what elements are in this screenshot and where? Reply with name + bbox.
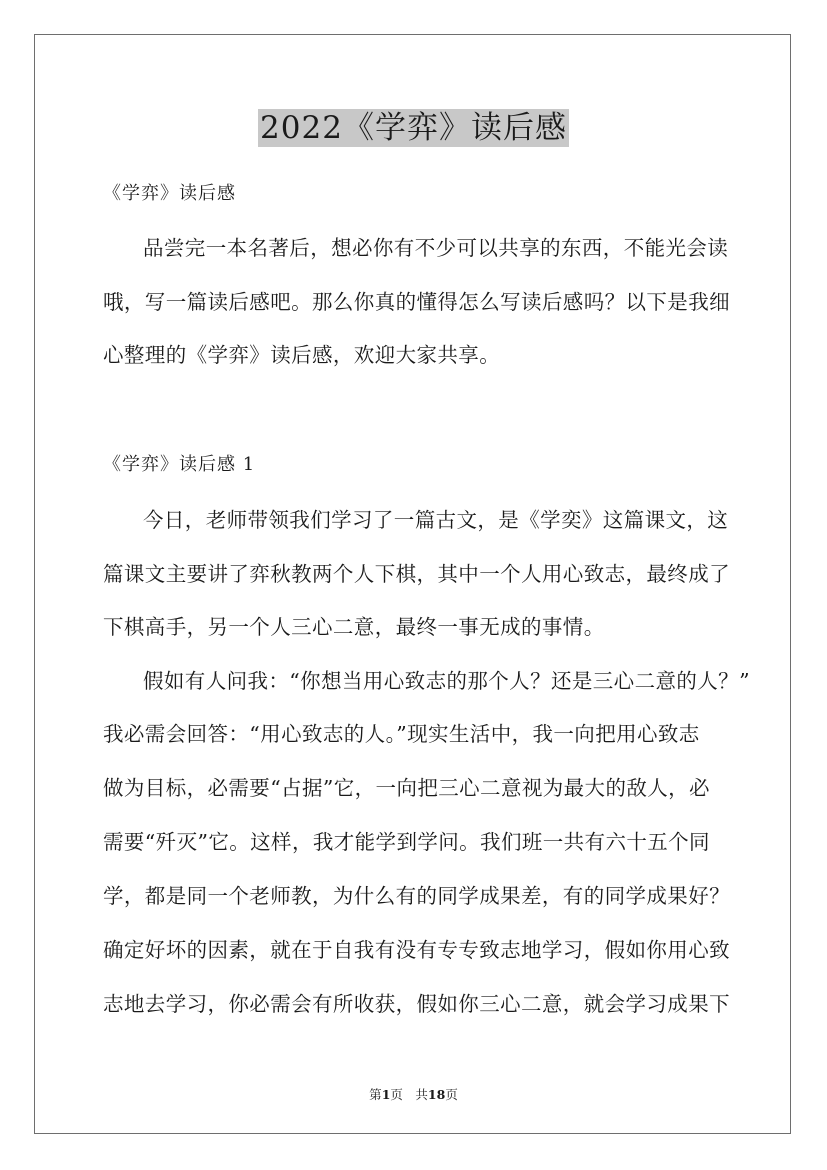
para1-line-3: 下棋高手，另一个人三心二意，最终一事无成的事情。 [103, 615, 605, 639]
page-footer [0, 1085, 827, 1103]
footer-suffix: 页 [445, 1087, 458, 1102]
para2-line-5: 学，都是同一个老师教，为什么有的同学成果差，有的同学成果好？ [103, 884, 730, 908]
footer-total-pages: 18 [427, 1087, 446, 1102]
document-title [0, 102, 827, 147]
para2-line-7: 志地去学习，你必需会有所收获，假如你三心二意，就会学习成果下 [103, 992, 730, 1016]
para1-line-1: 今日，老师带领我们学习了一篇古文，是《学奕》这篇课文，这 [143, 508, 729, 532]
footer-page-number: 1 [381, 1087, 391, 1102]
para1-line-2: 篇课文主要讲了弈秋教两个人下棋，其中一个人用心致志，最终成了 [103, 562, 730, 586]
footer-prefix: 第 [369, 1087, 382, 1102]
subtitle: 《学弈》读后感 [103, 183, 236, 204]
para2-line-2: 我必需会回答：“用心致志的人。”现实生活中，我一向把用心致志 [103, 722, 700, 746]
document-title-text: 2022《学弈》读后感 [260, 110, 567, 146]
section-heading: 《学弈》读后感 1 [103, 454, 256, 475]
footer-mid: 页 共 [390, 1087, 428, 1102]
intro-line-2: 哦，写一篇读后感吧。那么你真的懂得怎么写读后感吗？以下是我细 [103, 290, 730, 314]
intro-line-3: 心整理的《学弈》读后感，欢迎大家共享。 [103, 343, 501, 367]
para2-line-6: 确定好坏的因素，就在于自我有没有专专致志地学习，假如你用心致 [103, 938, 730, 962]
intro-line-1: 品尝完一本名著后，想必你有不少可以共享的东西，不能光会读 [143, 236, 729, 260]
para2-line-4: 需要“歼灭”它。这样，我才能学到学问。我们班一共有六十五个同 [103, 830, 710, 854]
para2-line-1: 假如有人问我：“你想当用心致志的那个人？还是三心二意的人？” [143, 669, 750, 693]
para2-line-3: 做为目标，必需要“占据”它，一向把三心二意视为最大的敌人，必 [103, 776, 710, 800]
